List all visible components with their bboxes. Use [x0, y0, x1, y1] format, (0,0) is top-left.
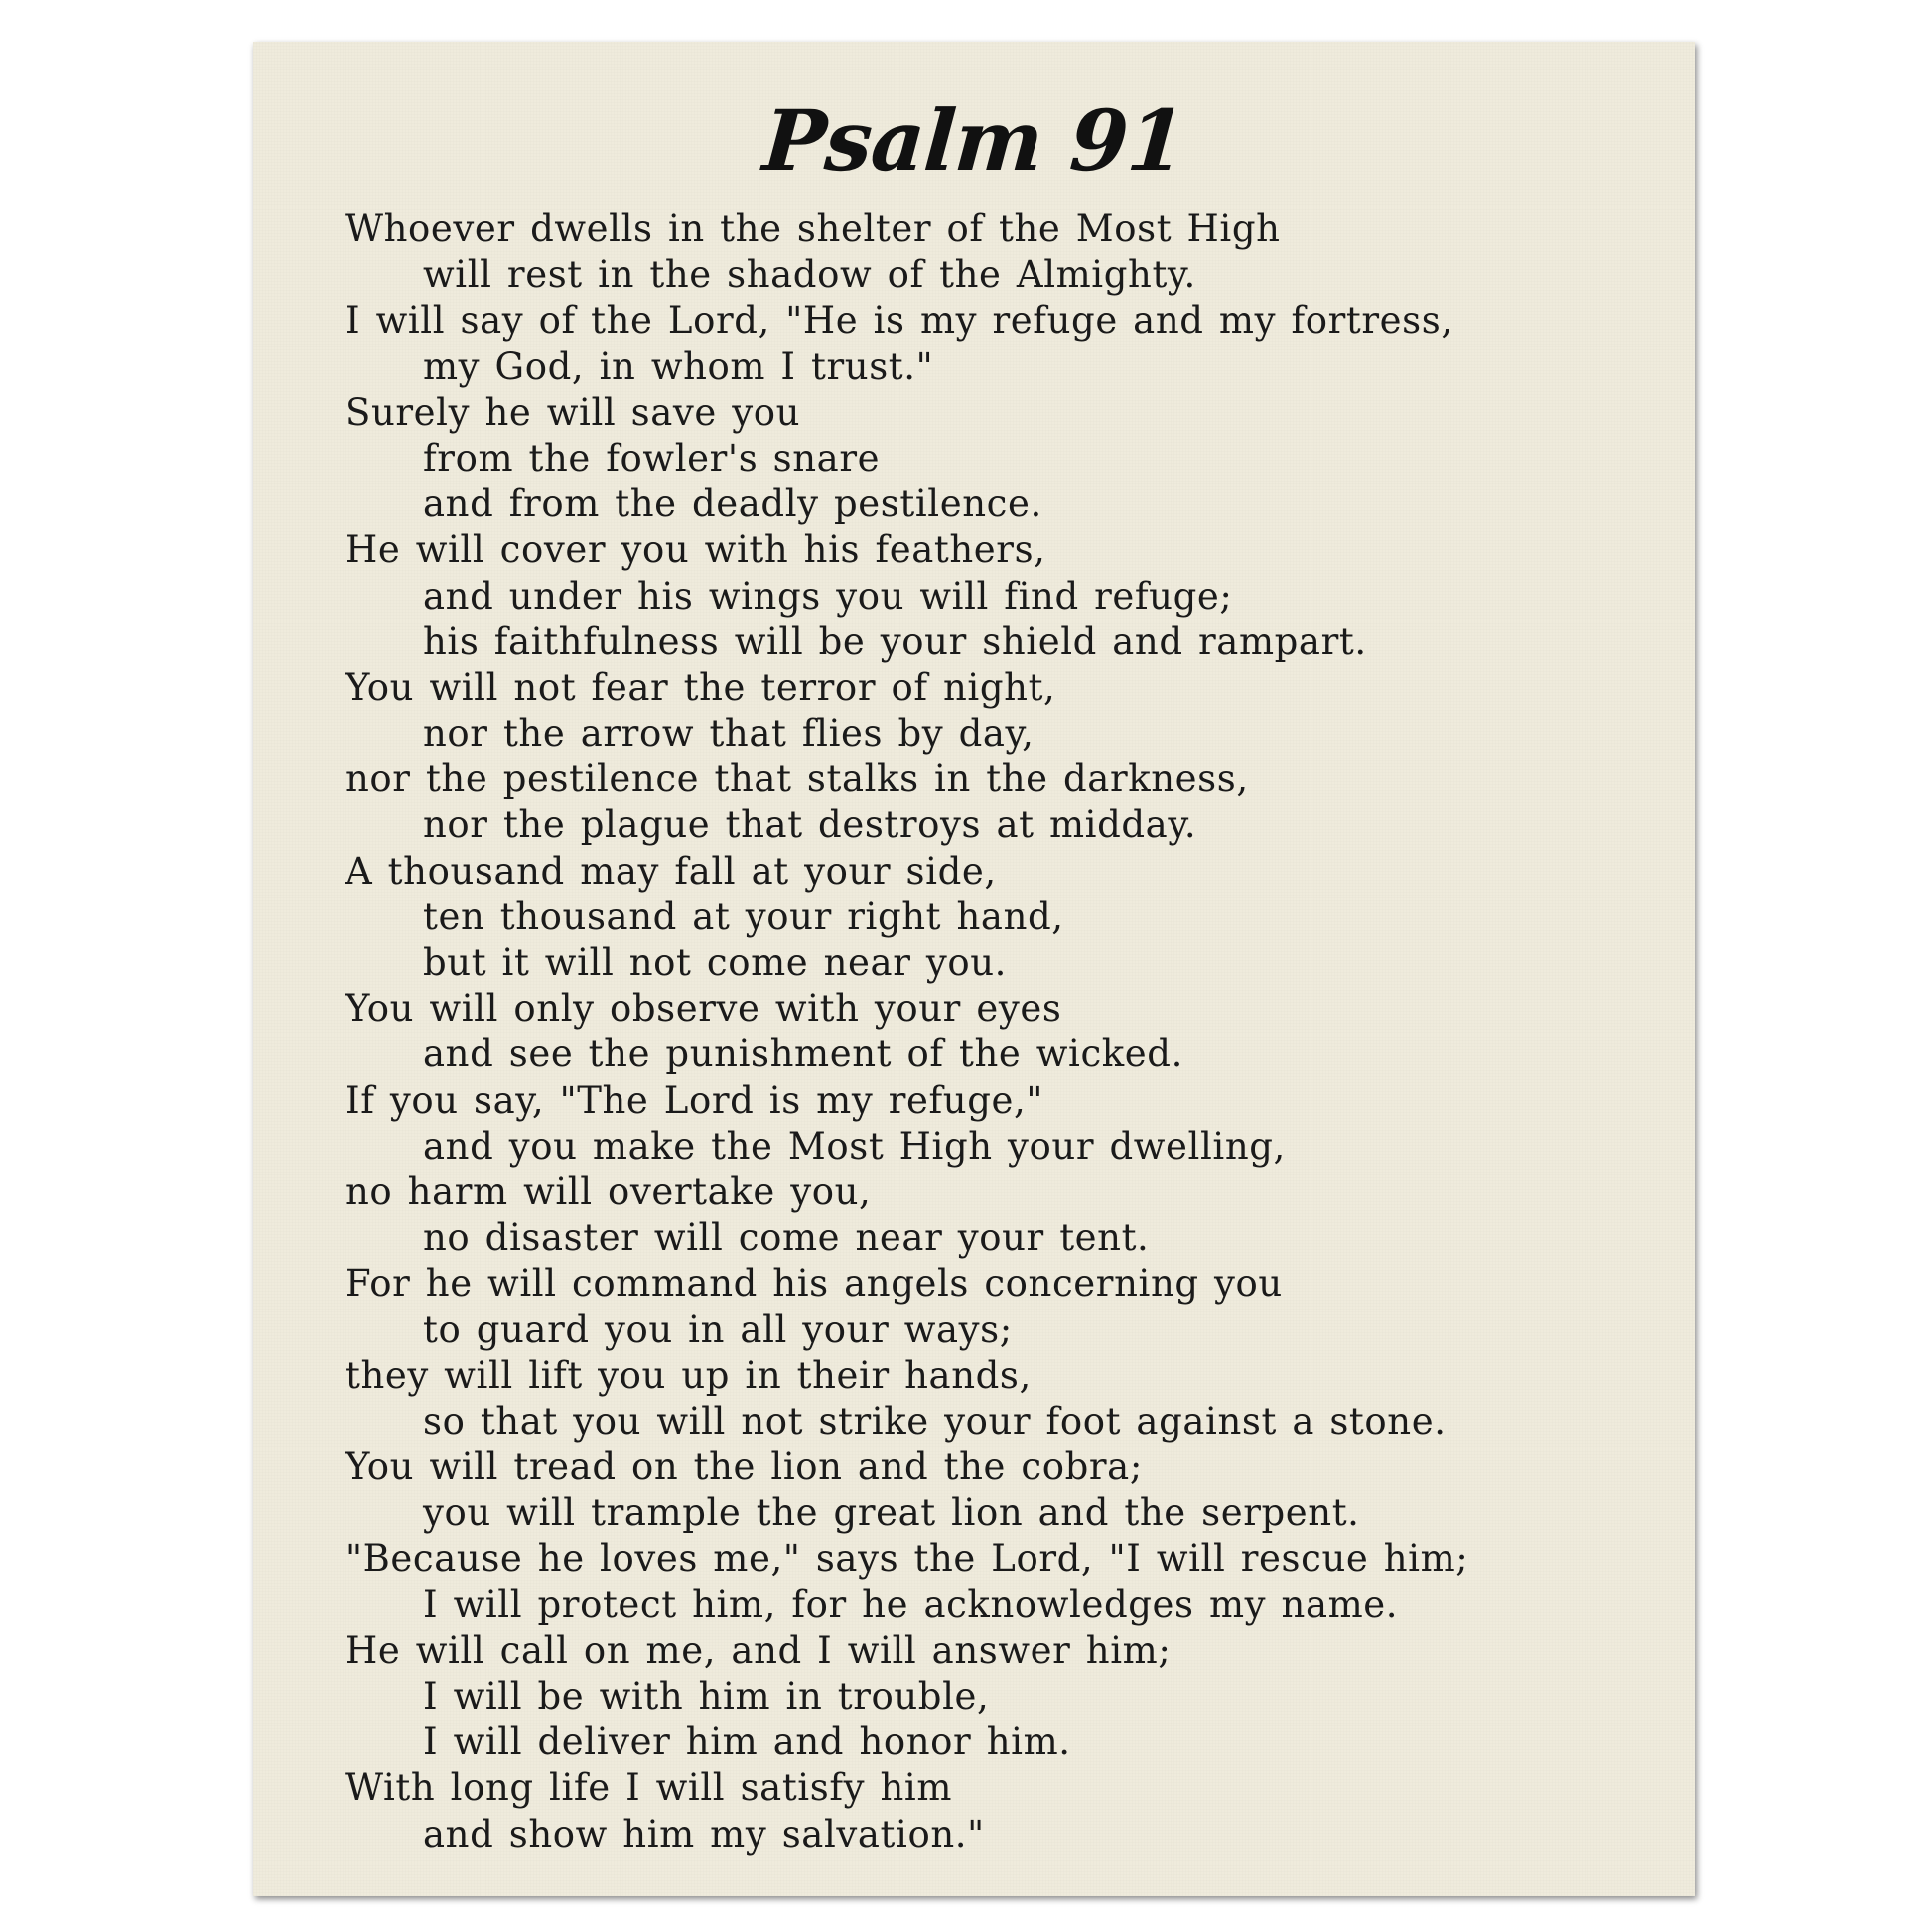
- verse-line: and under his wings you will find refuge;: [423, 574, 1233, 618]
- verse-line: Surely he will save you: [345, 390, 801, 434]
- verse-line: I will say of the Lord, "He is my refuge and my fortress,: [345, 299, 1453, 343]
- verse-line: his faithfulness will be your shield and rampart.: [423, 620, 1367, 663]
- verse-line: to guard you in all your ways;: [423, 1308, 1013, 1351]
- verse-line: and you make the Most High your dwelling,: [423, 1124, 1286, 1168]
- verse-line: nor the pestilence that stalks in the darkness,: [345, 758, 1249, 801]
- verse-line: you will trample the great lion and the serpent.: [423, 1491, 1360, 1535]
- verse-line: and show him my salvation.": [423, 1812, 985, 1856]
- verse-line: nor the arrow that flies by day,: [423, 712, 1035, 756]
- verse-line: If you say, "The Lord is my refuge,": [345, 1078, 1043, 1122]
- verse-line: no harm will overtake you,: [345, 1170, 872, 1213]
- verse-line: I will protect him, for he acknowledges my name.: [423, 1583, 1399, 1626]
- verse-line: I will be with him in trouble,: [423, 1675, 990, 1718]
- page-title: Psalm 91: [759, 91, 1188, 190]
- verse-line: they will lift you up in their hands,: [345, 1353, 1032, 1397]
- verse-line: For he will command his angels concerning you: [345, 1262, 1283, 1306]
- verse-line: but it will not come near you.: [423, 941, 1008, 984]
- verse-list: [345, 207, 1666, 1858]
- verse-line: so that you will not strike your foot against a stone.: [423, 1399, 1447, 1443]
- verse-line: and see the punishment of the wicked.: [423, 1033, 1183, 1076]
- verse-line: my God, in whom I trust.": [423, 345, 934, 388]
- verse-line: With long life I will satisfy him: [345, 1766, 953, 1810]
- print-canvas: [253, 42, 1695, 1896]
- verse-line: ten thousand at your right hand,: [423, 895, 1064, 938]
- verse-line: will rest in the shadow of the Almighty.: [423, 253, 1196, 297]
- verse-line: Whoever dwells in the shelter of the Most High: [345, 207, 1281, 250]
- verse-line: "Because he loves me," says the Lord, "I will rescue him;: [345, 1537, 1469, 1581]
- verse-line: You will tread on the lion and the cobra;: [345, 1446, 1143, 1489]
- verse-line: nor the plague that destroys at midday.: [423, 803, 1197, 847]
- verse-line: He will cover you with his feathers,: [345, 528, 1046, 572]
- verse-line: A thousand may fall at your side,: [345, 849, 997, 893]
- verse-line: He will call on me, and I will answer him;: [345, 1628, 1172, 1672]
- verse-line: and from the deadly pestilence.: [423, 483, 1042, 526]
- verse-line: You will not fear the terror of night,: [345, 665, 1056, 709]
- verse-line: from the fowler's snare: [423, 436, 881, 480]
- verse-line: no disaster will come near your tent.: [423, 1216, 1150, 1260]
- verse-line: You will only observe with your eyes: [345, 987, 1062, 1031]
- verse-line: I will deliver him and honor him.: [423, 1721, 1071, 1764]
